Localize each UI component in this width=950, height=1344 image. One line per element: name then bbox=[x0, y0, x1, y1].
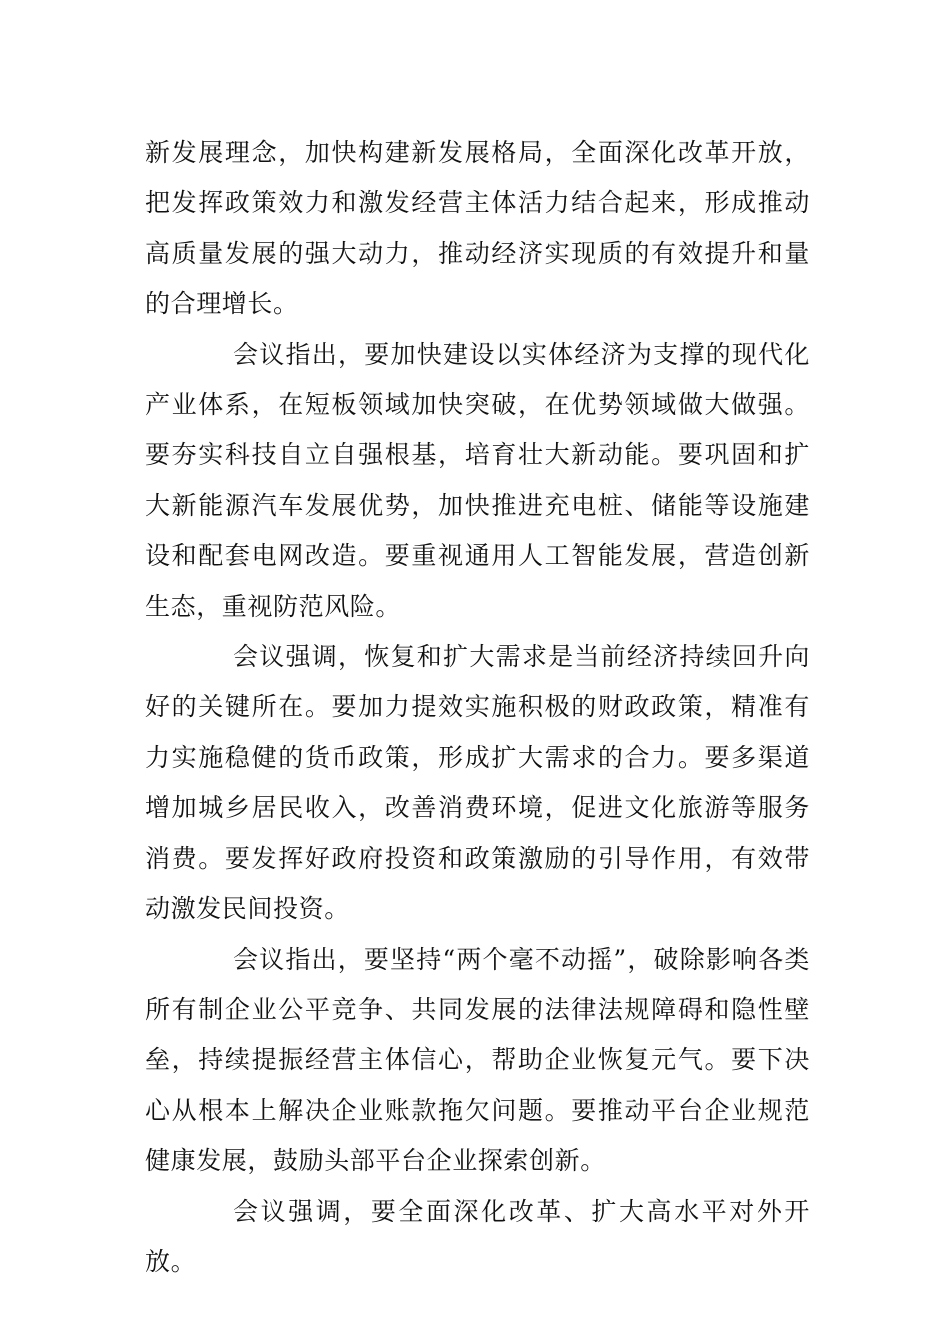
paragraph-3: 会议强调，恢复和扩大需求是当前经济持续回升向好的关键所在。要加力提效实施积极的财政政策，精准有力实施稳健的货币政策，形成扩大需求的合力。要多渠道增加城乡居民收入，改善消费环境，促进文化旅游等服务消费。要发挥好政府投资和政策激励的引导作用，有效带动激发民间投资。 bbox=[145, 642, 810, 924]
paragraph-5: 会议强调，要全面深化改革、扩大高水平对外开放。 bbox=[145, 1196, 810, 1276]
document-body bbox=[145, 128, 810, 1287]
paragraph-2: 会议指出，要加快建设以实体经济为支撑的现代化产业体系，在短板领域加快突破，在优势领域做大做强。要夯实科技自立自强根基，培育壮大新动能。要巩固和扩大新能源汽车发展优势，加快推进充电桩、储能等设施建设和配套电网改造。要重视通用人工智能发展，营造创新生态，重视防范风险。 bbox=[145, 339, 810, 621]
paragraph-4: 会议指出，要坚持“两个毫不动摇”，破除影响各类所有制企业公平竞争、共同发展的法律法规障碍和隐性壁垒，持续提振经营主体信心，帮助企业恢复元气。要下决心从根本上解决企业账款拖欠问题。要推动平台企业规范健康发展，鼓励头部平台企业探索创新。 bbox=[145, 944, 810, 1176]
paragraph-1: 新发展理念，加快构建新发展格局，全面深化改革开放，把发挥政策效力和激发经营主体活力结合起来，形成推动高质量发展的强大动力，推动经济实现质的有效提升和量的合理增长。 bbox=[145, 138, 810, 319]
